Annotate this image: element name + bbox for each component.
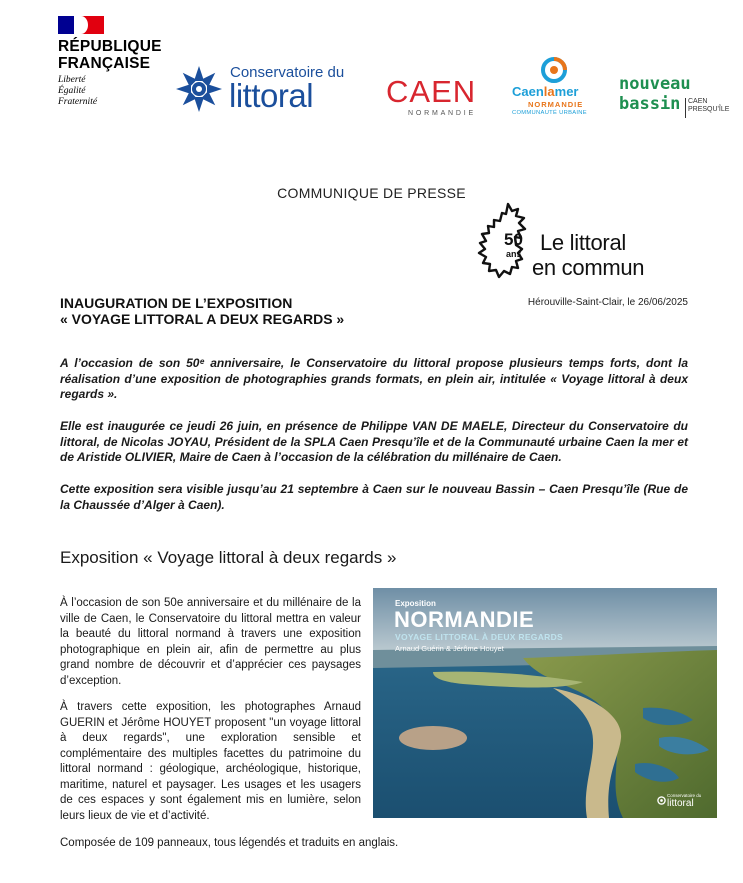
conservatoire-logo-line1: Conservatoire du bbox=[230, 64, 345, 81]
exhibition-cover-image: Exposition NORMANDIE VOYAGE LITTORAL À DEUX REGARDS Arnaud Guérin & Jérôme Houyet Conservatoire du littoral bbox=[373, 588, 717, 818]
caen-normandie-logo bbox=[386, 76, 494, 120]
press-release-label: COMMUNIQUE DE PRESSE bbox=[277, 185, 466, 201]
section-paragraph-3: Composée de 109 panneaux, tous légendés et traduits en anglais. bbox=[60, 837, 399, 849]
marianne-flag-icon bbox=[58, 16, 104, 34]
cover-logo-star-icon bbox=[657, 796, 666, 805]
section-paragraph-1: À l’occasion de son 50e anniversaire et du millénaire de la ville de Caen, le Conservatoire du littoral mettra en valeur la beauté du littoral normand à travers une exposition photographique en plein air, afin de permettre au plus grand nombre de découvrir et d’apprécier ces paysages d’exception. bbox=[60, 597, 361, 687]
caen-la-mer-communaute: COMMUNAUTÉ URBAINE bbox=[512, 110, 587, 116]
anniversary-line1: Le littoral bbox=[540, 230, 626, 255]
anniversary-number: 50 bbox=[504, 230, 523, 249]
cover-authors: Arnaud Guérin & Jérôme Houyet bbox=[395, 644, 504, 653]
conservatoire-logo-line2: littoral bbox=[229, 77, 314, 114]
lead-paragraph-3: Cette exposition sera visible jusqu’au 21 septembre à Caen sur le nouveau Bassin – Caen Presqu’île (Rue de la Chaussée d’Alger à Caen). bbox=[60, 482, 688, 512]
nouveau-bassin-side: CAEN PRESQU'ÎLE bbox=[688, 98, 730, 113]
lead-paragraph-2: Elle est inaugurée ce jeudi 26 juin, en présence de Philippe VAN DE MAELE, Directeur du Conservatoire du littoral, de Nicolas JOYAU, Président de la SPLA Caen Presqu’île et de la Communauté urbaine Caen la mer et de Aristide OLIVIER, Maire de Caen à l’occasion de la célébration du millénaire de Caen. bbox=[60, 419, 688, 464]
anniversary-line2: en commun bbox=[532, 255, 645, 280]
republique-motto: Liberté Égalité Fraternité bbox=[58, 75, 98, 107]
conservatoire-du-littoral-logo bbox=[174, 60, 364, 116]
republique-francaise-logo bbox=[58, 16, 173, 108]
nouveau-bassin-divider bbox=[685, 98, 686, 118]
nouveau-bassin-logo bbox=[617, 74, 730, 120]
caen-la-mer-logo bbox=[512, 56, 604, 120]
caen-logo-sub: NORMANDIE bbox=[408, 110, 476, 117]
republique-title: RÉPUBLIQUE FRANÇAISE bbox=[58, 38, 162, 72]
anniversary-logo bbox=[472, 201, 692, 285]
caen-la-mer-swirl-icon bbox=[534, 56, 574, 86]
conservatoire-star-icon bbox=[174, 64, 224, 114]
section-paragraph-2: À travers cette exposition, les photographes Arnaud GUERIN et Jérôme HOUYET proposent "un voyage littoral à deux regards", une exploration sensible et complémentaire des multiples facettes du patrimoine du littoral normand : géologique, archéologique, historique, maritime, naturel et paysager. Les usages et les usagers de ces espaces y sont également mis en lumière, selon leurs lieux de vie et d’activité. bbox=[60, 701, 361, 822]
cover-title: NORMANDIE bbox=[394, 607, 535, 632]
lead-paragraph-1: A l’occasion de son 50ᵉ anniversaire, le Conservatoire du littoral propose plusieurs temps forts, dont la réalisation d’une exposition de photographies grands formats, en plein air, intitulée « Voyage littoral à deux regards ». bbox=[60, 356, 688, 401]
caen-la-mer-normandie: NORMANDIE bbox=[528, 100, 584, 109]
section-title: Exposition « Voyage littoral à deux regards » bbox=[60, 548, 397, 567]
nouveau-bassin-line1: nouveau bbox=[619, 74, 691, 94]
nouveau-bassin-line2: bassin bbox=[619, 94, 681, 114]
cover-kicker: Exposition bbox=[395, 599, 436, 608]
caen-logo-word: CAEN bbox=[386, 74, 477, 109]
caen-la-mer-word: Caenlamer bbox=[512, 84, 579, 99]
cover-subtitle: VOYAGE LITTORAL À DEUX REGARDS bbox=[395, 632, 564, 642]
anniversary-unit: ans bbox=[506, 249, 522, 259]
place-and-date: Hérouville-Saint-Clair, le 26/06/2025 bbox=[527, 297, 688, 308]
press-headline: INAUGURATION DE L’EXPOSITION « VOYAGE LITTORAL A DEUX REGARDS » bbox=[60, 295, 345, 327]
